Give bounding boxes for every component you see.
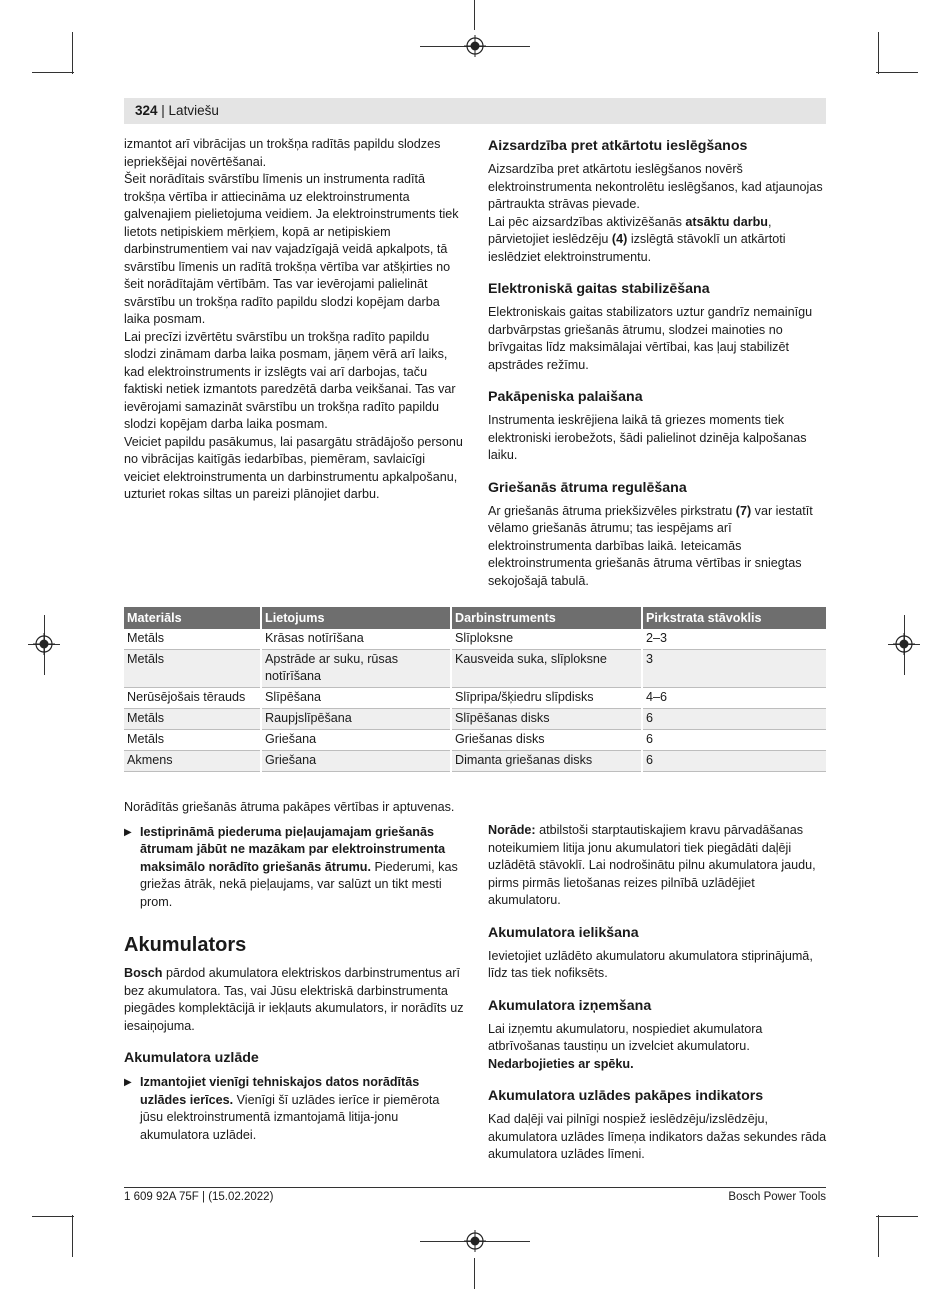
left-column-bottom (124, 799, 464, 1144)
page-number: 324 (135, 103, 158, 118)
table-row (124, 709, 826, 730)
registration-mark-icon (33, 633, 55, 655)
paragraph: Elektroniskais gaitas stabilizators uztur gandrīz nemainīgu darbvārpstas griešanās ātrumu, slodzei mainoties no brīvgaitas līdz maksimālajai vērtībai, kas ļauj stabilizēt apstrādes režīmu. (488, 305, 813, 372)
table-row (124, 629, 826, 650)
table-cell: 2–3 (642, 629, 826, 650)
table-cell: 4–6 (642, 688, 826, 709)
page-header: 324 | Latviešu (135, 103, 219, 118)
table-cell: Akmens (124, 751, 261, 772)
crop-mark (32, 1216, 74, 1217)
right-column-bottom (488, 822, 828, 1164)
registration-mark-icon (464, 35, 486, 57)
section-heading: Akumulatora izņemšana (488, 997, 652, 1014)
crop-mark (876, 72, 918, 73)
chapter-heading: Akumulators (124, 934, 247, 956)
paragraph: Lai pēc aizsardzības aktivizēšanās atsāktu darbu, pārvietojiet ieslēdzēju (4) izslēgtā stāvoklī un atkārtoti ieslēdziet elektroinstrumentu. (488, 214, 786, 264)
section-name: Latviešu (168, 103, 219, 118)
table-cell: Slīploksne (451, 629, 642, 650)
table-cell: Metāls (124, 629, 261, 650)
crop-mark (474, 1258, 475, 1289)
table-row (124, 751, 826, 772)
table-cell: Kausveida suka, slīploksne (451, 650, 642, 688)
table-note: Norādītās griešanās ātruma pakāpes vērtības ir aptuvenas. (124, 800, 455, 814)
crop-mark (72, 1215, 73, 1257)
triangle-bullet-icon: ▶ (124, 826, 132, 838)
table-header: Darbinstruments (451, 607, 642, 629)
table-cell: Metāls (124, 730, 261, 751)
table-header: Pirkstrata stāvoklis (642, 607, 826, 629)
paragraph: Šeit norādītais svārstību līmenis un instrumenta radītā trokšņa vērtība ir attiecināma uz elektroinstrumenta galvenajiem pielietojuma veidiem. Ja elektroinstruments tiek lietots netipiskiem mērķiem, kopā ar netipiskiem darbinstrumentiem vai nav vajadzīgajā veidā apkalpots, tā svārstību līmenis un radītā trokšņa vērtība var atšķirties no šeit norādītajām vērtībām. Tas var ievērojami palielināt svārstību un trokšņa radīto papildu slodzi kopējam darba laika posmam. (124, 172, 459, 326)
crop-mark (878, 1215, 879, 1257)
left-column-top (124, 136, 464, 504)
registration-mark-icon (464, 1230, 486, 1252)
header-bar (124, 98, 826, 124)
registration-mark-icon (893, 633, 915, 655)
speed-table (124, 607, 826, 772)
paragraph: Veiciet papildu pasākumus, lai pasargātu strādājošo personu no vibrācijas kaitīgās iedarbības, piemēram, savlaicīgi veiciet elektroinstrumenta un darbinstrumentu apkalpošanu, uzturiet rokas siltas un pareizi plānojiet darbu. (124, 434, 463, 501)
crop-mark (876, 1216, 918, 1217)
warning-item: ▶ Izmantojiet vienīgi tehniskajos datos norādītās uzlādes ierīces. Vienīgi šī uzlādes ierīce ir piemērota jūsu elektroinstrumentā izmantojamā litija-jonu akumulatora uzlādei. (124, 1075, 440, 1142)
crop-mark (878, 32, 879, 74)
table-cell: 3 (642, 650, 826, 688)
paragraph: Ievietojiet uzlādēto akumulatoru akumulatora stiprinājumā, līdz tas tiek nofiksēts. (488, 948, 813, 980)
table-cell: Nerūsējošais tērauds (124, 688, 261, 709)
table-cell: Metāls (124, 709, 261, 730)
section-heading: Elektroniskā gaitas stabilizēšana (488, 281, 710, 297)
table-cell: Griešana (261, 751, 451, 772)
table-row (124, 688, 826, 709)
crop-mark (72, 32, 73, 74)
table-cell: Metāls (124, 650, 261, 688)
warning-item: ▶ Iestiprināmā piederuma pieļaujamajam griešanās ātrumam jābūt ne mazākam par elektroinstrumenta maksimālo norādīto griešanās ātrumu. Piederumi, kas griežas ātrāk, nekā pieļaujams, var salūzt un tikt mesti prom. (124, 824, 458, 909)
paragraph: Norāde: atbilstoši starptautiskajiem kravu pārvadāšanas noteikumiem litija jonu akumulatori tiek piegādāti daļēji uzlādētā stāvoklī. Lai nodrošinātu pilnu akumulatora jaudu, pirms pirmās lietošanas reizes pilnībā uzlādējiet akumulatoru. (488, 823, 816, 907)
crop-mark (474, 0, 475, 30)
section-heading: Griešanās ātruma regulēšana (488, 479, 687, 496)
table-header-row (124, 607, 826, 629)
table-cell: 6 (642, 730, 826, 751)
footer-divider (124, 1187, 826, 1188)
crop-mark (32, 72, 74, 73)
table-row (124, 650, 826, 688)
table-cell: Slīpēšanas disks (451, 709, 642, 730)
paragraph: Aizsardzība pret atkārtotu ieslēgšanos novērš elektroinstrumenta nekontrolētu ieslēgšanos, kad atjaunojas pārtraukta strāvas pievade. (488, 162, 823, 211)
paragraph: Lai precīzi izvērtētu svārstību un trokšņa radīto papildu slodzi zināmam darba laika posmam, jāņem vērā arī laiks, kad elektroinstruments ir izslēgts vai arī darbojas, taču faktiski netiek izmantots paredzētā darba veikšanai. Tas var ievērojami samazināt svārstību un trokšņa radīto papildu slodzi kopējam darba laika posmam. (124, 329, 456, 431)
table-cell: Dimanta griešanas disks (451, 751, 642, 772)
table-cell: Griešanas disks (451, 730, 642, 751)
section-heading: Akumulatora ielikšana (488, 924, 639, 941)
paragraph: Instrumenta ieskrējiena laikā tā griezes moments tiek elektroniski ierobežots, šādi palielinot dzinēja kalpošanas laiku. (488, 413, 807, 462)
paragraph: Kad daļēji vai pilnīgi nospiež ieslēdzēju/izslēdzēju, akumulatora uzlādes līmeņa indikators dažas sekundes rāda akumulatora uzlādes līmeni. (488, 1112, 827, 1161)
footer-brand: Bosch Power Tools (728, 1191, 826, 1203)
table-cell: Slīpēšana (261, 688, 451, 709)
table-cell: 6 (642, 751, 826, 772)
paragraph: Bosch pārdod akumulatora elektriskos darbinstrumentus arī bez akumulatora. Tas, vai Jūsu elektriskā darbinstrumenta piegādes komplektācijā ir iekļauts akumulators, ir norādīts uz iesaiņojuma. (124, 966, 464, 1033)
table-header: Lietojums (261, 607, 451, 629)
table-row (124, 730, 826, 751)
paragraph: Lai izņemtu akumulatoru, nospiediet akumulatora atbrīvošanas taustiņu un izvelciet akumulatoru. Nedarbojieties ar spēku. (488, 1021, 763, 1071)
footer-doc-id: 1 609 92A 75F | (15.02.2022) (124, 1191, 274, 1203)
triangle-bullet-icon: ▶ (124, 1077, 132, 1088)
table-cell: Apstrāde ar suku, rūsas notīrīšana (261, 650, 451, 688)
right-column-top (488, 137, 828, 590)
table-cell: Raupjslīpēšana (261, 709, 451, 730)
table-header: Materiāls (124, 607, 261, 629)
section-heading: Akumulatora uzlādes pakāpes indikators (488, 1088, 764, 1104)
table-cell: Slīpripa/šķiedru slīpdisks (451, 688, 642, 709)
paragraph: Ar griešanās ātruma priekšizvēles pirkstratu (7) var iestatīt vēlamo griešanās ātrumu; tas iespējams arī elektroinstrumenta darbības laikā. Ieteicamās elektroinstrumenta griešanās ātruma vērtības ir sniegtas sekojošajā tabulā. (488, 503, 813, 588)
table-cell: Griešana (261, 730, 451, 751)
section-heading: Pakāpeniska palaišana (488, 389, 643, 405)
section-heading: Aizsardzība pret atkārtotu ieslēgšanos (488, 138, 748, 154)
table-cell: Krāsas notīrīšana (261, 629, 451, 650)
paragraph: izmantot arī vibrācijas un trokšņa radītās papildu slodzes iepriekšējai novērtēšanai. (124, 137, 441, 169)
section-heading: Akumulatora uzlāde (124, 1050, 259, 1066)
table-cell: 6 (642, 709, 826, 730)
